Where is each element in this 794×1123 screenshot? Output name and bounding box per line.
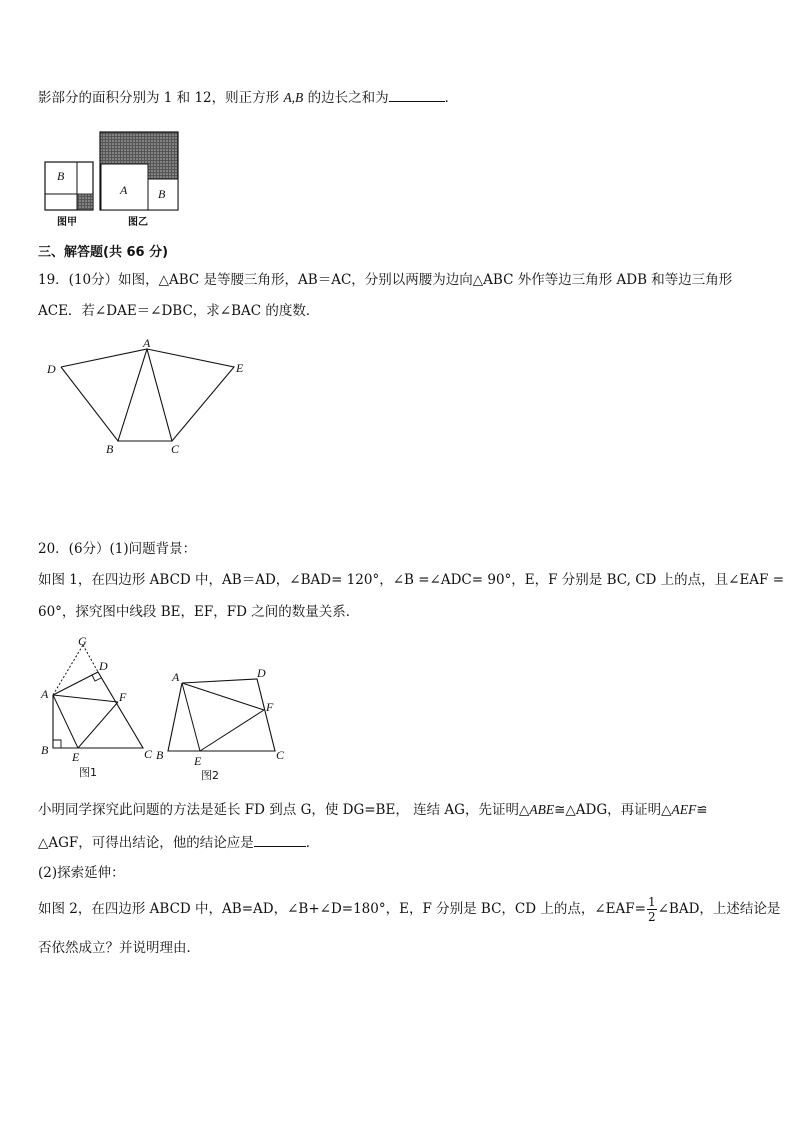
q19-line2: ACE．若∠DAE＝∠DBC，求∠BAC 的度数． (38, 303, 320, 319)
q18-figure (40, 128, 190, 230)
fig2-label-b: B (156, 748, 164, 762)
fig1-label-d: D (99, 659, 108, 673)
fig-yi-label-b: B (158, 187, 166, 201)
fig1-label-b: B (41, 743, 49, 757)
fig2-label-a: A (172, 670, 180, 684)
q20-figure1 (36, 633, 158, 781)
q19-label-d: D (47, 362, 56, 376)
q19-label-a: A (143, 336, 151, 350)
q18-end: ． (444, 90, 459, 106)
q20-line5 (38, 833, 319, 852)
q19-line1: 19．(10分）如图，△ABC 是等腰三角形，AB＝AC，分别以两腰为边向△ABC 外作等边三角形 ADB 和等边三角形 (38, 272, 733, 288)
section-title: 三、解答题(共 66 分) (38, 245, 169, 260)
fig1-label-f: F (119, 690, 127, 704)
q19-figure (40, 335, 260, 460)
q20-answer-blank[interactable] (254, 833, 306, 847)
q20-line4 (38, 801, 708, 819)
fig2-label-e: E (194, 754, 202, 768)
q20-line6: (2)探索延伸： (38, 865, 125, 881)
q20-line4-abe: ABE (529, 802, 555, 817)
q19-label-c: C (171, 442, 180, 456)
q18-text (38, 88, 458, 107)
fig-yi-caption: 图乙 (128, 217, 148, 228)
fig2-label-f: F (266, 700, 274, 714)
q18-var-ab: A,B (283, 90, 304, 105)
q20-line3: 60°，探究图中线段 BE，EF，FD 之间的数量关系． (38, 604, 360, 620)
fig-yi-label-a: A (120, 183, 128, 197)
q18-answer-blank[interactable] (389, 88, 445, 102)
fig1-label-e: E (72, 750, 80, 764)
q20-line4-a: 小明同学探究此问题的方法是延长 FD 到点 G，使 DG=BE， 连结 AG，先证明△ (38, 802, 530, 818)
fraction-one-half (647, 895, 657, 924)
fig-yi (100, 132, 178, 228)
fig2-caption: 图2 (201, 769, 219, 782)
q20-line7 (38, 895, 780, 924)
q19-label-e: E (236, 361, 244, 375)
q19-label-b: B (106, 442, 114, 456)
q20-line7-b: ∠BAD，上述结论是 (657, 901, 781, 917)
q20-line5-a: △AGF，可得出结论，他的结论应是 (38, 835, 254, 851)
fig1-label-a: A (41, 687, 49, 701)
frac-den: 2 (647, 910, 656, 924)
q20-line4-aef: AEF (671, 802, 697, 817)
fig1-label-c: C (144, 747, 153, 761)
fig-jia-caption: 图甲 (57, 217, 77, 228)
q20-line4-b: ≅△ADG，再证明△ (554, 802, 672, 818)
fig1-caption: 图1 (79, 766, 97, 779)
fig2-label-c: C (276, 748, 285, 762)
q18-text-before: 影部分的面积分别为 1 和 12，则正方形 (38, 90, 284, 106)
fig-jia-label-b: B (57, 169, 65, 183)
frac-num: 1 (647, 895, 656, 909)
q20-figure2 (154, 663, 290, 783)
q20-line7-a: 如图 2，在四边形 ABCD 中，AB=AD，∠B+∠D=180°，E，F 分别是 BC，CD 上的点，∠EAF= (38, 901, 646, 917)
q18-text-after: 的边长之和为 (303, 90, 389, 106)
q20-line4-c: ≌ (696, 802, 708, 818)
q20-line5-end: ． (305, 835, 320, 851)
fig1-label-g: G (78, 634, 87, 648)
fig2-label-d: D (257, 666, 266, 680)
q20-line2: 如图 1，在四边形 ABCD 中，AB＝AD，∠BAD= 120°，∠B =∠ADC= 90°，E，F 分别是 BC, CD 上的点，且∠EAF = (38, 572, 785, 588)
q20-line8: 否依然成立？并说明理由． (38, 940, 200, 956)
q20-line1: 20．(6分）(1)问题背景： (38, 541, 197, 557)
fig-jia (45, 162, 93, 228)
